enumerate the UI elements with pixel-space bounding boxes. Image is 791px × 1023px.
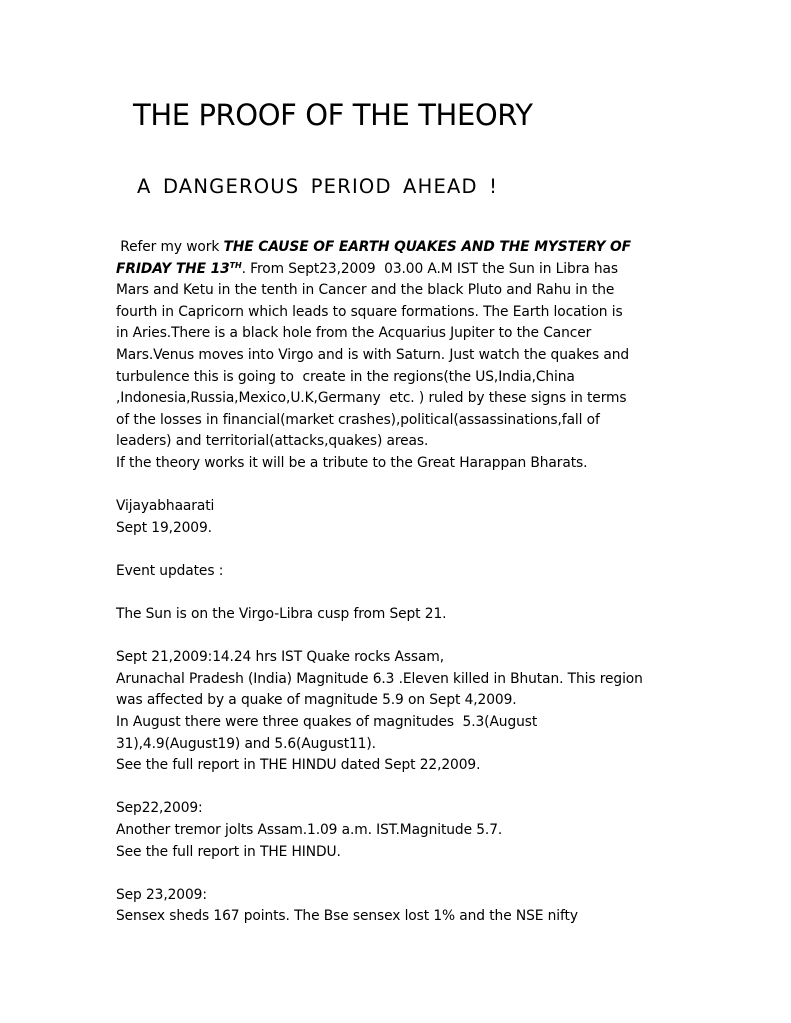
- paragraph-gap: [116, 539, 686, 561]
- document-body: [116, 237, 686, 928]
- updates-heading: Event updates :: [116, 562, 224, 579]
- event-line: Sept 21,2009:14.24 hrs IST Quake rocks Assam,: [116, 649, 444, 666]
- event-line: Sensex sheds 167 points. The Bse sensex lost 1% and the NSE nifty: [116, 908, 578, 925]
- event-line: Sep22,2009:: [116, 800, 203, 817]
- paragraph-gap: [116, 626, 686, 648]
- paragraph-gap: [116, 863, 686, 885]
- paragraph-gap: [116, 475, 686, 497]
- intro-text: . From Sept23,2009 03.00 A.M IST the Sun in Libra has: [241, 260, 618, 277]
- event-line: Arunachal Pradesh (India) Magnitude 6.3 .Eleven killed in Bhutan. This region: [116, 670, 643, 687]
- paragraph-gap: [116, 583, 686, 605]
- body-line: [116, 259, 686, 281]
- body-line: of the losses in financial(market crashes),political(assassinations,fall of: [116, 411, 600, 428]
- event-line: 31),4.9(August19) and 5.6(August11).: [116, 735, 376, 752]
- event-line: See the full report in THE HINDU dated Sept 22,2009.: [116, 757, 481, 774]
- referenced-work-title-text: FRIDAY THE 13: [116, 260, 230, 277]
- body-line: fourth in Capricorn which leads to square formations. The Earth location is: [116, 303, 623, 320]
- body-line: in Aries.There is a black hole from the Acquarius Jupiter to the Cancer: [116, 325, 592, 342]
- event-line: Sep 23,2009:: [116, 886, 207, 903]
- body-line: Mars and Ketu in the tenth in Cancer and the black Pluto and Rahu in the: [116, 282, 615, 299]
- body-line: ,Indonesia,Russia,Mexico,U.K,Germany etc. ) ruled by these signs in terms: [116, 390, 627, 407]
- intro-text: Refer my work: [116, 239, 224, 255]
- paragraph-gap: [116, 777, 686, 799]
- superscript-th: TH: [229, 260, 242, 270]
- event-line: In August there were three quakes of magnitudes 5.3(August: [116, 714, 538, 731]
- body-line: If the theory works it will be a tribute to the Great Harappan Bharats.: [116, 454, 588, 471]
- page-subtitle: A DANGEROUS PERIOD AHEAD !: [137, 175, 499, 198]
- signature-date: Sept 19,2009.: [116, 519, 212, 536]
- body-line: Mars.Venus moves into Virgo and is with Saturn. Just watch the quakes and: [116, 346, 630, 363]
- event-line: was affected by a quake of magnitude 5.9 on Sept 4,2009.: [116, 692, 517, 709]
- page-title: THE PROOF OF THE THEORY: [133, 98, 533, 132]
- author-name: Vijayabhaarati: [116, 498, 215, 515]
- event-line: See the full report in THE HINDU.: [116, 843, 341, 860]
- cusp-note: The Sun is on the Virgo-Libra cusp from Sept 21.: [116, 606, 447, 623]
- event-line: Another tremor jolts Assam.1.09 a.m. IST.Magnitude 5.7.: [116, 822, 503, 839]
- referenced-work-title: THE CAUSE OF EARTH QUAKES AND THE MYSTERY OF: [223, 239, 631, 255]
- body-line: turbulence this is going to create in the regions(the US,India,China: [116, 368, 575, 385]
- referenced-work-title-cont: [116, 261, 242, 277]
- body-line: [116, 237, 686, 259]
- body-line: leaders) and territorial(attacks,quakes) areas.: [116, 433, 429, 450]
